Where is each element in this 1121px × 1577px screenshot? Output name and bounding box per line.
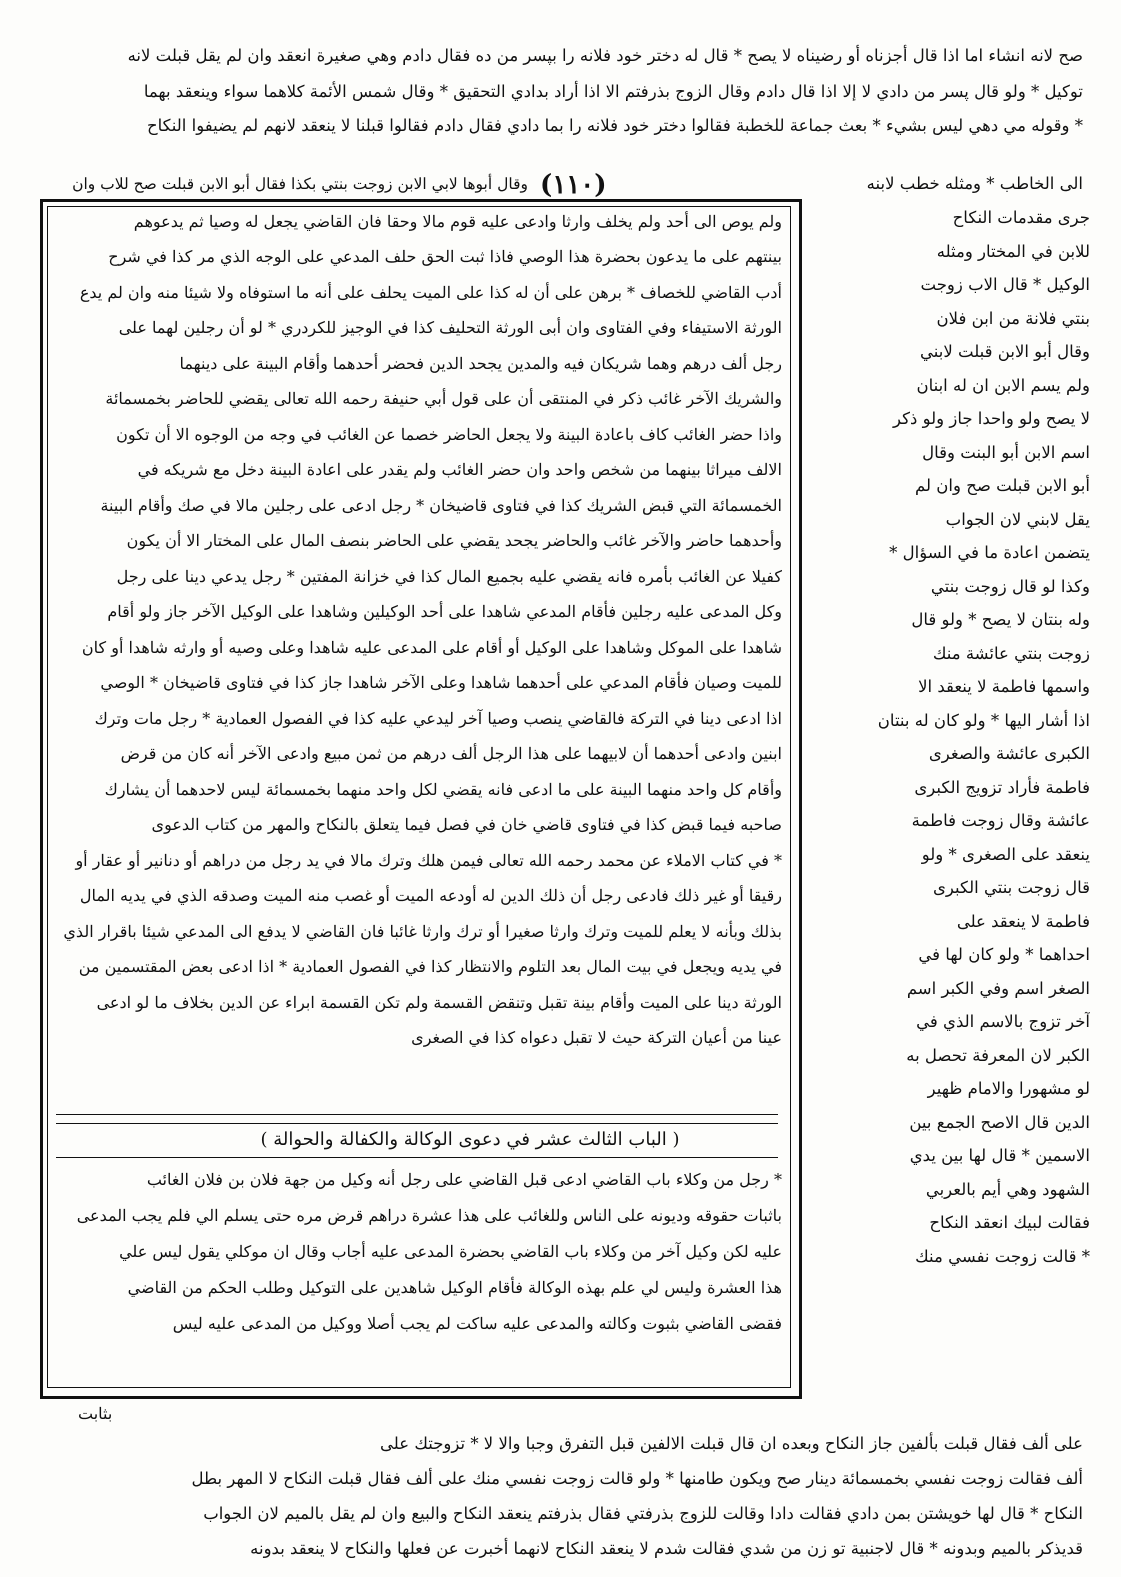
main-line-15: اذا ادعى دينا في التركة فالقاضي ينصب وصيا آخر ليدعي عليه كذا في الفصول العمادية * رجل مات وترك xyxy=(94,709,782,728)
side-line-31: فقالت لبيك انعقد النكاح xyxy=(929,1213,1090,1232)
main-line-14: للميت وصيان فأقام المدعي على أحدهما شاهدا وعلى الآخر شاهدا جاز كذا في فتاوى قاضيخان * الوصي xyxy=(100,673,782,692)
main-line-12: وكل المدعى عليه رجلين فأقام المدعي شاهدا على أحد الوكيلين وشاهدا على الوكيل الآخر جاز ولو أقام xyxy=(107,602,782,621)
side-line-4: بنتي فلانة من ابن فلان xyxy=(936,309,1090,328)
side-line-21: قال زوجت بنتي الكبرى xyxy=(933,878,1090,897)
main-line-5: رجل ألف درهم وهما شريكان فيه والمدين يجحد الدين فحضر أحدهما وأقام البينة على دينهما xyxy=(179,354,782,373)
side-line-1: جرى مقدمات النكاح xyxy=(952,208,1090,227)
main-line-3: أدب القاضي للخصاف * برهن على أن له كذا على الميت يحلف على أنه ما استوفاه ولا شيئا منه وان لم يدع xyxy=(79,283,782,302)
side-line-15: واسمها فاطمة لا ينعقد الا xyxy=(918,677,1090,696)
side-line-19: عائشة وقال زوجت فاطمة xyxy=(911,811,1090,830)
side-line-30: الشهود وهي أيم بالعربي xyxy=(925,1180,1090,1199)
main-line-19: * في كتاب الاملاء عن محمد رحمه الله تعالى فيمن هلك وترك مالا في يد رجل من دراهم أو دنانير أو عقار أو xyxy=(75,851,782,870)
main-line-24: عينا من أعيان التركة حيث لا تقبل دعواه كذا في الصغرى xyxy=(411,1028,782,1047)
side-line-11: يتضمن اعادة ما في السؤال * xyxy=(889,543,1090,562)
bottom-line-3: النكاح * قال لها خويشتن بمن دادي فقالت دادا وقالت للزوج بذرفتي فقال بذرفتم ينعقد النكاح والبيع وان لم يقل بالميم لان الجواب xyxy=(203,1504,1083,1523)
side-line-24: الصغر اسم وفي الكبر اسم xyxy=(906,979,1090,998)
side-line-7: لا يصح ولو واحدا جاز ولو ذكر xyxy=(893,409,1090,428)
side-line-5: وقال أبو الابن قبلت لابني xyxy=(920,342,1090,361)
main-line-18: صاحبه فيما قبض كذا في فتاوى قاضي خان في فصل فيما يتعلق بالنكاح والمهر من كتاب الدعوى xyxy=(151,815,782,834)
side-line-28: الدين قال الاصح الجمع بين xyxy=(909,1113,1090,1132)
main-line-1: ولم يوص الى أحد ولم يخلف وارثا وادعى عليه قوم مالا وحقا فان القاضي يجعل له وصيا ثم يدعوهم xyxy=(133,212,782,231)
side-line-23: احداهما * ولو كان لها في xyxy=(918,945,1090,964)
section-line-1: * رجل من وكلاء باب القاضي ادعى قبل القاضي على رجل أنه وكيل من جهة فلان بن فلان الغائب xyxy=(146,1170,782,1189)
main-line-4: الورثة الاستيفاء وفي الفتاوى وان أبى الورثة التحليف كذا في الوجيز للكردري * لو أن رجلين لهما على xyxy=(118,318,782,337)
side-line-14: زوجت بنتي عائشة منك xyxy=(932,644,1090,663)
main-line-9: الخمسمائة التي قبض الشريك كذا في فتاوى قاضيخان * رجل ادعى على رجلين مالا في صك وأقام البينة xyxy=(100,496,782,515)
main-line-20: رقيقا أو غير ذلك فادعى رجل أن ذلك الدين له أودعه الميت أو غصب منه الميت وصدقه الذي في يديه المال xyxy=(79,886,782,905)
main-line-21: بذلك وبأنه لا يعلم للميت وترك وارثا صغيرا أو ترك وارثا غائبا فان القاضي لا يدفع الى المدعي شيئا باقرار الذي xyxy=(63,922,782,941)
side-line-13: وله بنتان لا يصح * ولو قال xyxy=(911,610,1090,629)
side-line-17: الكبرى عائشة والصغرى xyxy=(928,744,1090,763)
top-line-3: * وقوله مي دهي ليس بشيء * بعث جماعة للخطبة فقالوا دختر خود فلانه را بما دادي فقال دادم فقالوا قبلنا لا ينعقد لانهم لم يضيفوا النكاح xyxy=(146,116,1083,135)
side-line-26: الكبر لان المعرفة تحصل به xyxy=(906,1046,1090,1065)
main-line-7: واذا حضر الغائب كاف باعادة البينة ولا يجعل الحاضر خصما عن الغائب في وجه من الوجوه الا أن تكون xyxy=(116,425,782,444)
side-line-9: أبو الابن قبلت صح وان لم xyxy=(915,476,1090,495)
section-title: ( الباب الثالث عشر في دعوى الوكالة والكفالة والحوالة ) xyxy=(260,1129,680,1150)
side-line-8: اسم الابن أبو البنت وقال xyxy=(922,443,1090,462)
side-line-3: الوكيل * قال الاب زوجت xyxy=(920,275,1090,294)
top-line-2: توكيل * ولو قال پسر من دادي لا إلا اذا قال دادم وقال الزوج بذرفتم الا اذا أراد بدادي التحقيق * وقال شمس الأئمة كلاهما سواء وينعقد بهما xyxy=(143,82,1083,101)
bottom-line-4: قديذكر بالميم وبدونه * قال لاجنبية تو زن من شدي فقالت شدم لا ينعقد النكاح لانهما أخبرت عن فعلها والنكاح لا ينعقد بدونه xyxy=(250,1539,1083,1558)
top-line-1: صح لانه انشاء اما اذا قال أجزناه أو رضيناه لا يصح * قال له دختر خود فلانه را بپسر من ده فقال دادم وهي صغيرة انعقد وان لم يقل قبلت لانه xyxy=(127,46,1083,65)
section-line-5: فقضى القاضي بثبوت وكالته والمدعى عليه ساكت لم يجب أصلا ووكيل من المدعى عليه ليس xyxy=(172,1314,782,1333)
main-line-6: والشريك الآخر غائب ذكر في المنتقى أن على قول أبي حنيفة رحمه الله تعالى يقضي للحاضر بخمسمائة xyxy=(105,389,782,408)
main-line-16: ابنين وادعى أحدهما أن لابيهما على هذا الرجل ألف درهم من ثمن مبيع وادعى الآخر أنه كان من قرض xyxy=(120,744,782,763)
side-line-29: الاسمين * قال لها بين يدي xyxy=(909,1146,1090,1165)
side-line-18: فاطمة فأراد تزويج الكبرى xyxy=(914,778,1090,797)
main-line-10: وأحدهما حاضر والآخر غائب والحاضر يجحد يقضي على الحاضر بنصف المال على المختار الا أن يكون xyxy=(126,531,782,550)
side-line-27: لو مشهورا والامام ظهير xyxy=(927,1079,1090,1098)
catchword: بثابت xyxy=(78,1404,113,1423)
main-line-13: شاهدا على الموكل وشاهدا على الوكيل أو أقام على المدعى عليه شاهدا وعلى وصيه أو وارثه شاهدا أو كان xyxy=(81,638,782,657)
side-line-32: * قالت زوجت نفسي منك xyxy=(915,1247,1090,1266)
side-line-25: آخر تزوج بالاسم الذي في xyxy=(916,1012,1090,1031)
main-line-2: بينتهم على ما يدعون بحضرة هذا الوصي فاذا ثبت الحق حلف المدعي على الوجه الذي مر كذا في شرح xyxy=(108,247,782,266)
section-line-3: عليه لكن وكيل آخر من وكلاء باب القاضي بحضرة المدعى عليه أجاب وقال ان موكلي يقول ليس علي xyxy=(119,1242,782,1261)
main-line-8: الالف ميراثا بينهما من شخص واحد وان حضر الغائب ولم يقدر على اعادة البينة دخل مع شريكه في xyxy=(137,460,782,479)
side-line-2: للابن في المختار ومثله xyxy=(936,242,1090,261)
side-line-12: وكذا لو قال زوجت بنتي xyxy=(930,577,1090,596)
main-line-11: كفيلا عن الغائب بأمره فانه يقضي عليه بجميع المال كذا في خزانة المفتين * رجل يدعي دينا على رجل xyxy=(116,567,782,586)
top-line-4-tail: وقال أبوها لابي الابن زوجت بنتي بكذا فقال أبو الابن قبلت صح للاب وان xyxy=(72,175,528,193)
bottom-line-1: على ألف فقال قبلت بألفين جاز النكاح وبعده ان قال قبلت الالفين قبل التفرق وجبا والا لا * تزوجتك على xyxy=(380,1434,1083,1453)
side-line-6: ولم يسم الابن ان له ابنان xyxy=(916,376,1090,395)
side-line-20: ينعقد على الصغرى * ولو xyxy=(921,845,1090,864)
side-line-10: يقل لابني لان الجواب xyxy=(945,510,1090,529)
side-line-22: فاطمة لا ينعقد على xyxy=(956,912,1090,931)
main-line-17: وأقام كل واحد منهما البينة على ما ادعى فانه يقضي لكل واحد منهما بخمسمائة ليس لاحدهما أن يشارك xyxy=(104,780,782,799)
top-line-4: الى الخاطب * ومثله خطب لابنه xyxy=(866,174,1083,193)
main-line-23: الورثة دينا على الميت وأقام بينة تقبل وتنقض القسمة ولم تكن القسمة ابراء عن الدين بخلاف ما لو ادعى xyxy=(96,993,782,1012)
side-line-16: اذا أشار اليها * ولو كان له بنتان xyxy=(877,711,1090,730)
main-line-22: في يديه ويجعل في بيت المال بعد التلوم والانتظار كذا في الفصول العمادية * اذا ادعى بعض المقتسمين من xyxy=(78,957,782,976)
section-line-2: باثبات حقوقه وديونه على الناس وللغائب على هذا عشرة دراهم قرض مره حتى يسلم الي فلم يجب المدعى xyxy=(76,1206,782,1225)
page-number: (١١٠) xyxy=(540,170,607,200)
bottom-line-2: ألف فقالت زوجت نفسي بخمسمائة دينار صح ويكون طامنها * ولو قالت زوجت نفسي منك على ألف فقال قبلت النكاح لا المهر بطل xyxy=(191,1469,1083,1488)
section-line-4: هذا العشرة وليس لي علم بهذه الوكالة فأقام الوكيل شاهدين على التوكيل وطلب الحكم من القاضي xyxy=(127,1278,782,1297)
section-divider xyxy=(56,1114,778,1115)
